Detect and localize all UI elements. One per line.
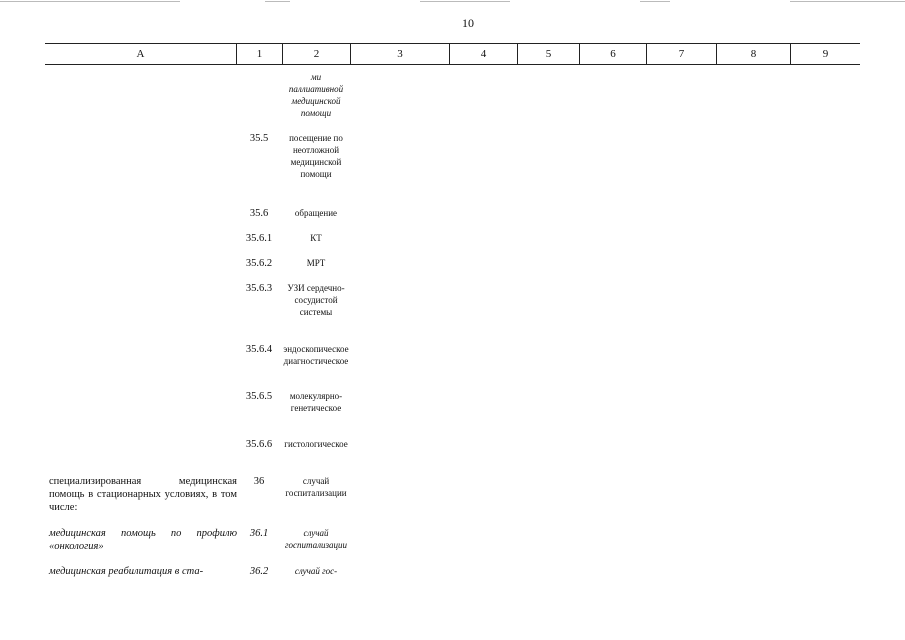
table-header-bottom-border [45,64,860,65]
scan-artifact [420,1,510,2]
header-col-a: А [136,48,145,60]
header-col-3: 3 [397,48,403,60]
row-name: медицинская реабилитация в ста- [49,566,204,577]
row-number: 35.6.5 [245,391,273,402]
header-col-4: 4 [480,48,487,60]
row-unit: эндоскопическое диагностическое [283,344,349,366]
row-unit: ми паллиативной медицинской помощи [288,72,344,118]
row-number: 36.1 [249,528,269,539]
row-unit: МРТ [306,258,326,268]
header-col-7: 7 [678,48,685,60]
row-number: 35.6.3 [245,283,273,294]
row-unit: УЗИ сердечно-сосудистой системы [287,283,345,317]
row-number: 35.5 [249,133,269,144]
row-unit: случай госпитализации [284,528,348,550]
scan-artifact [265,1,290,2]
row-unit: посещение по неотложной медицинской помощи [289,133,343,179]
row-number: 35.6.6 [245,439,273,450]
scan-artifact [790,1,905,2]
row-unit: молекулярно-генетическое [289,391,343,413]
header-col-1: 1 [256,48,263,60]
scan-artifact [640,1,670,2]
row-unit: гистологическое [284,439,348,449]
row-number: 35.6 [249,208,269,219]
row-number: 35.6.2 [245,258,273,269]
page-number: 10 [462,16,474,30]
row-number: 35.6.1 [245,233,273,244]
row-name: медицинская помощь по профилю «онкология» [49,528,237,552]
header-col-5: 5 [545,48,552,60]
row-number: 35.6.4 [245,344,273,355]
row-unit: обращение [294,208,338,218]
row-number: 36 [253,476,265,487]
header-col-8: 8 [750,48,757,60]
row-number: 36.2 [249,566,269,577]
row-unit: КТ [310,233,322,243]
scan-artifact [0,1,180,2]
header-col-2: 2 [313,48,320,60]
row-unit: случай гос- [294,566,338,576]
header-col-6: 6 [610,48,616,60]
header-col-9: 9 [822,48,829,60]
row-name: специализированная медицинская помощь в стационарных условиях, в том числе: [49,476,237,513]
row-unit: случай госпитализации [285,476,347,498]
